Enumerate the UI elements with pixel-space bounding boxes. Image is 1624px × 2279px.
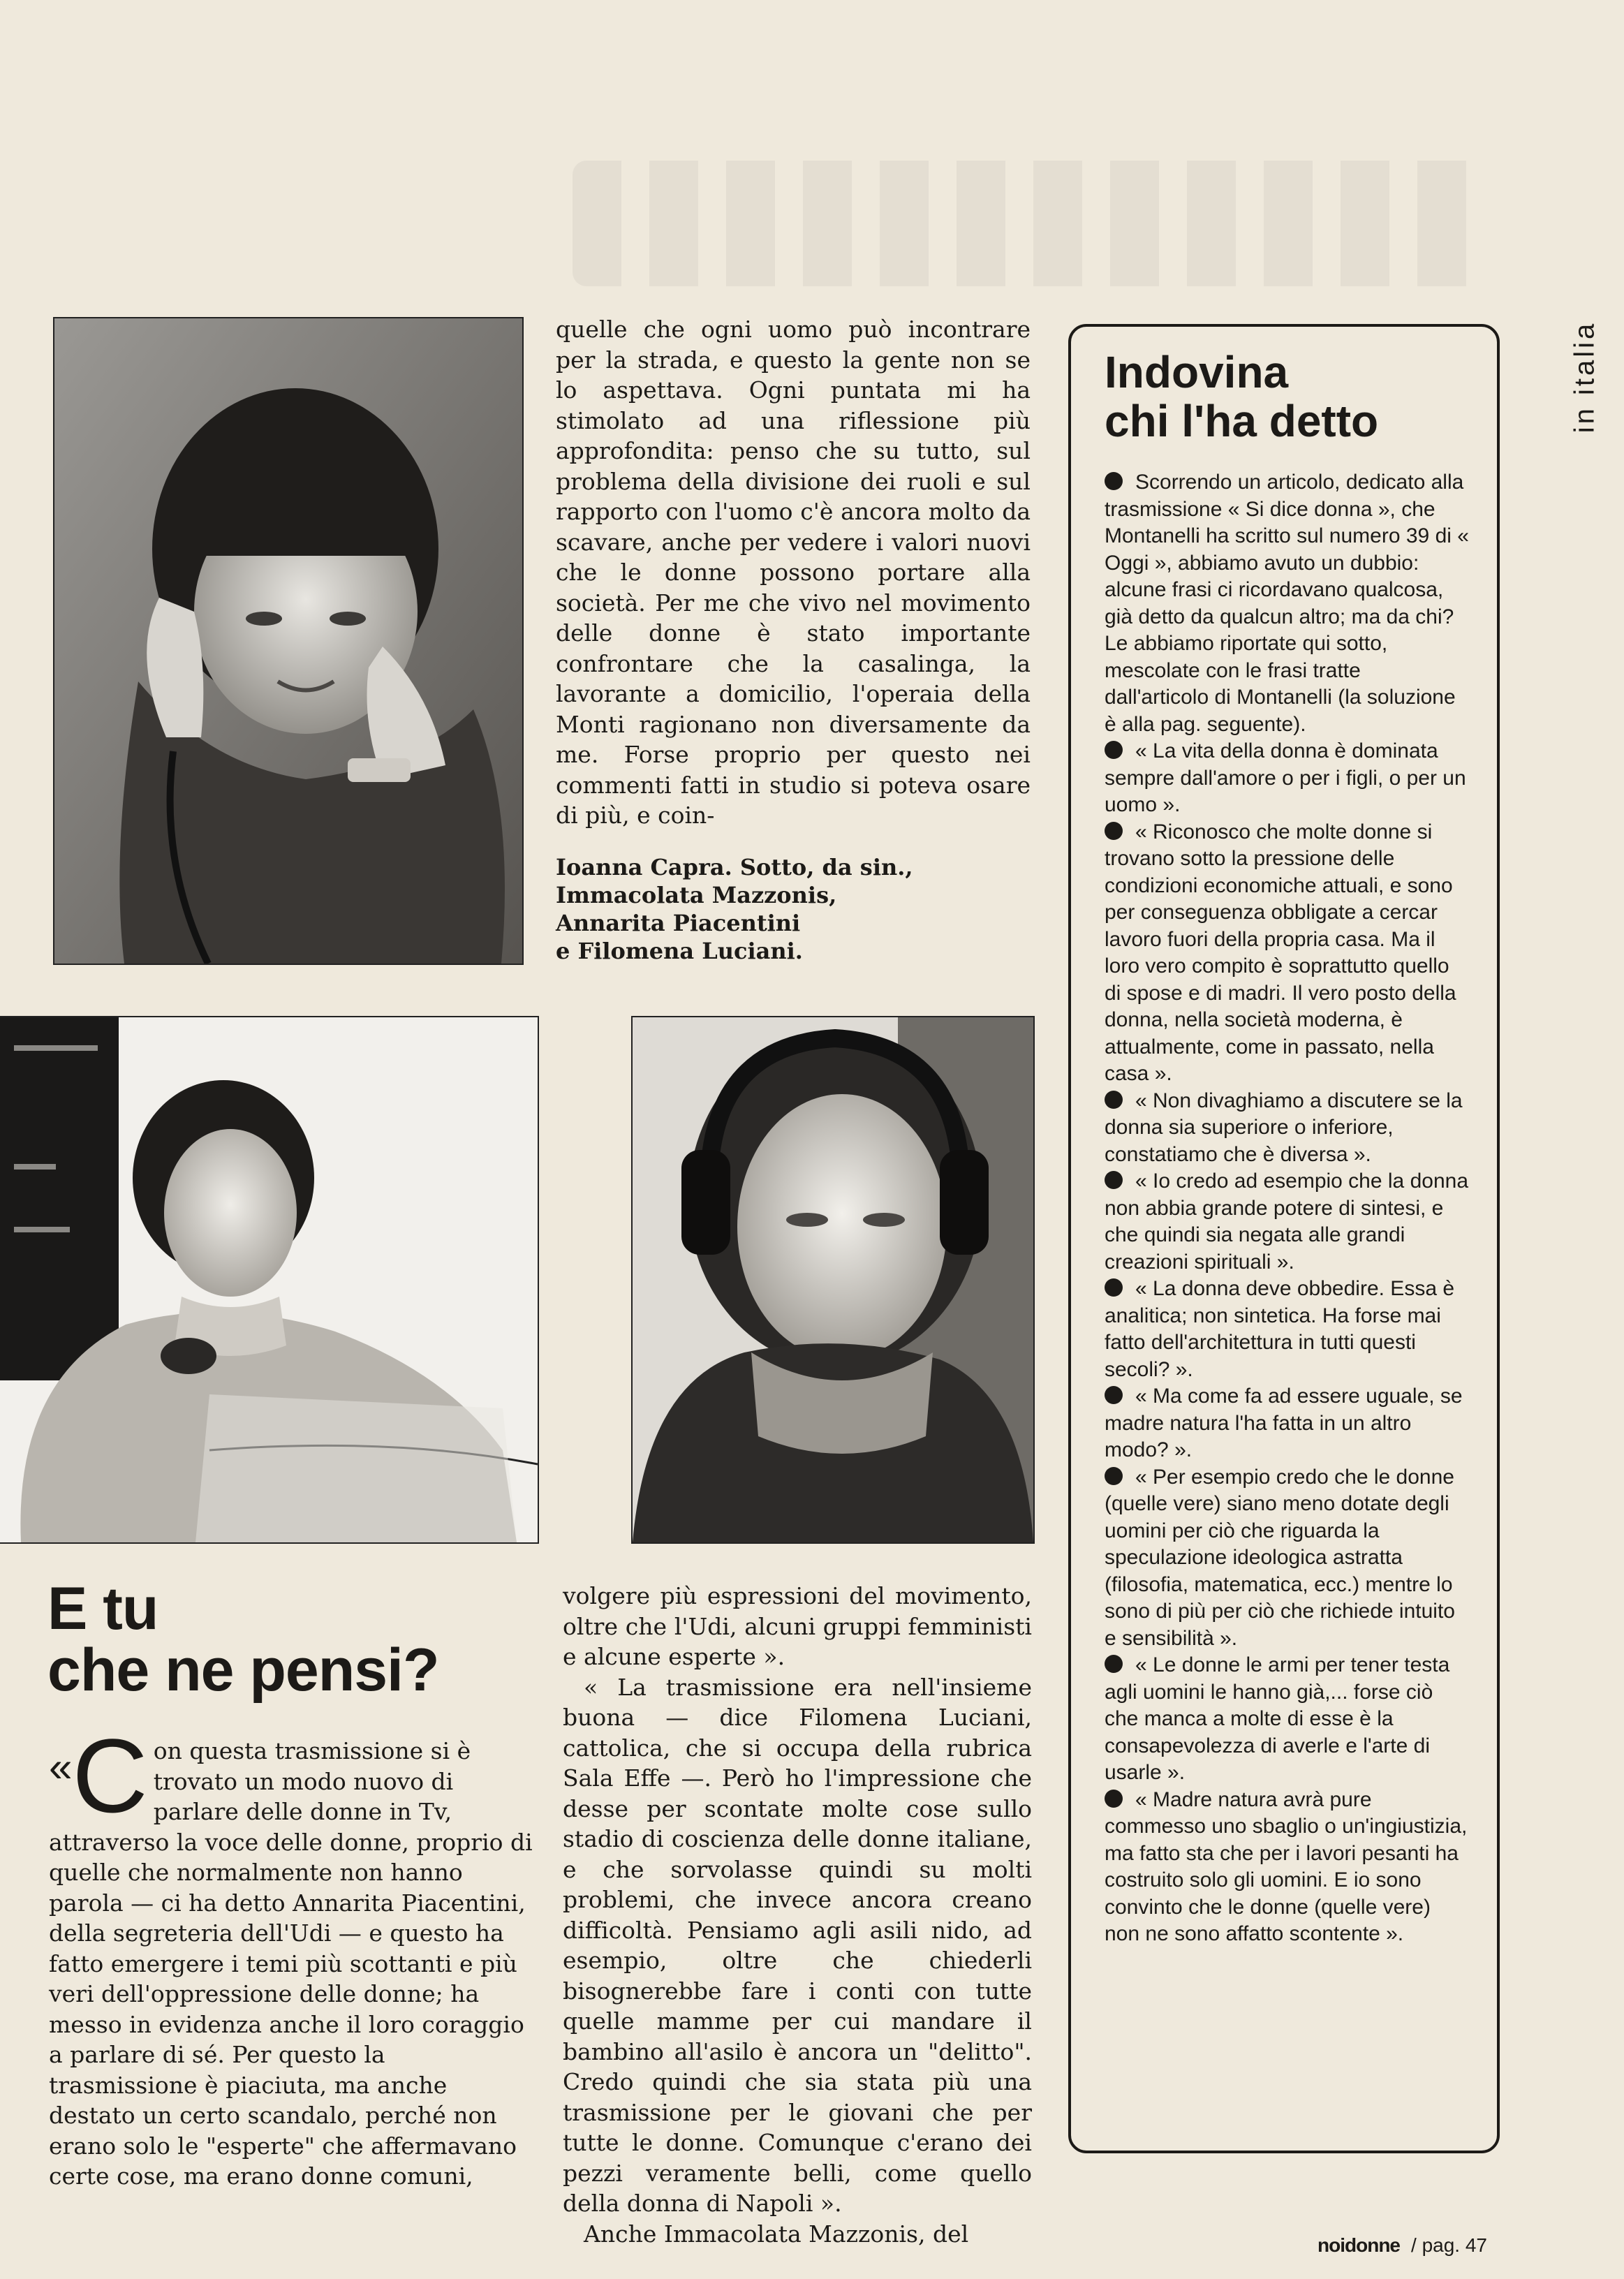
sidebar-quote: « Madre natura avrà pure commesso uno sbaglio o un'ingiustizia, ma fatto sta che per i lavori pesanti ha costruito solo gli uomini. E io sono convinto che le donne (quelle vere) non ne sono affatto scontente ». <box>1105 1787 1468 1945</box>
bullet-icon <box>1105 1091 1123 1109</box>
sidebar-title: Indovina chi l'ha detto <box>1105 347 1379 446</box>
woman-on-phone-photo <box>53 317 524 965</box>
bullet-icon <box>1105 822 1123 840</box>
article-column-2 <box>563 1581 1032 2249</box>
drop-cap: C <box>72 1717 148 1834</box>
drop-cap-quote: « <box>49 1743 73 1790</box>
sidebar-quote: « Non divaghiamo a discutere se la donna sia superiore o inferiore, constatiamo che è diversa ». <box>1105 1089 1463 1166</box>
bullet-icon <box>1105 741 1123 759</box>
bullet-icon <box>1105 1386 1123 1404</box>
article-column-2-p3: Anche Immacolata Mazzonis, del <box>584 2220 969 2248</box>
woman-with-headphones-photo <box>631 1016 1035 1544</box>
bullet-icon <box>1105 1278 1123 1297</box>
page-number: / pag. 47 <box>1411 2234 1487 2256</box>
sidebar-quote: « Riconosco che molte donne si trovano sotto la pressione delle condizioni economiche attuali, e sono per conseguenza obbligate a cercar lavoro fuori della propria casa. Ma il loro vero compito è soprattutto quello di spose e di madri. Il vero posto della donna, nella società moderna, è attualmente, come in passato, nella casa ». <box>1105 820 1456 1085</box>
bleed-through-text <box>573 161 1480 286</box>
woman-with-badge-photo <box>0 1016 539 1544</box>
bullet-icon <box>1105 1790 1123 1808</box>
bullet-icon <box>1105 472 1123 490</box>
article-column-1-text: on questa trasmissione si è trovato un modo nuovo di parlare delle donne in Tv, attraverso la voce delle donne, proprio di quelle che normalmente non hanno parola — ci ha detto Annarita Piacentini, della segreteria dell'Udi — e questo ha fatto emergere i temi più scottanti e più veri dell'oppressione delle donne; ha messo in evidenza anche il loro coraggio a parlare di sé. Per questo la trasmissione è piaciuta, ma anche destato un certo scandalo, perché non erano solo le "esperte" che affermavano certe cose, ma erano donne comuni, <box>49 1737 533 2190</box>
bullet-icon <box>1105 1171 1123 1189</box>
article-headline: E tu che ne pensi? <box>47 1575 439 1704</box>
article-column-2-p1: volgere più espressioni del movimento, oltre che l'Udi, alcuni gruppi femministi e alcune esperte ». <box>563 1582 1032 1670</box>
sidebar-quote: « La vita della donna è dominata sempre dall'amore o per i figli, o per un uomo ». <box>1105 739 1466 816</box>
article-column-text: quelle che ogni uomo può incontrare per la strada, e questo la gente non se lo aspettava. Ogni puntata mi ha stimolato ad una riflessione più approfondita: penso che su tutto, sul problema della divisione dei ruoli e sul rapporto con l'uomo c'è ancora molto da scavare, anche per vedere i valori nuovi che le donne possono portare alla società. Per me che vivo nel movimento delle donne è stato importante confrontare che la casalinga, la lavorante a domicilio, l'operaia della Monti ragionano non diversamente da me. Forse proprio per questo nei commenti fatti in studio si poteva osare di più, e coin- <box>556 316 1031 829</box>
sidebar-intro: Scorrendo un articolo, dedicato alla trasmissione « Si dice donna », che Montanelli ha scritto sul numero 39 di « Oggi », abbiamo avuto un dubbio: alcune frasi ci ricordavano qualcosa, già detto da qualcun altro; ma da chi? Le abbiamo riportate qui sotto, mescolate con le frasi tratte dall'articolo di Montanelli (la soluzione è alla pag. seguente). <box>1105 471 1469 736</box>
section-label: in italia <box>1569 320 1600 434</box>
photo-caption: Ioanna Capra. Sotto, da sin., Immacolata Mazzonis, Annarita Piacentini e Filomena Luciani. <box>556 854 913 964</box>
quote-sidebar-box <box>1068 324 1500 2153</box>
bullet-icon <box>1105 1655 1123 1673</box>
bullet-icon <box>1105 1467 1123 1485</box>
page-footer <box>1317 2234 1487 2257</box>
article-column-1 <box>49 1717 538 2192</box>
sidebar-quote: « La donna deve obbedire. Essa è analitica; non sintetica. Ha forse mai fatto dell'architettura in tutti questi secoli? ». <box>1105 1277 1455 1381</box>
sidebar-quote: « Io credo ad esempio che la donna non abbia grande potere di sintesi, e che quindi sia negata alle grandi creazioni spirituali ». <box>1105 1170 1468 1274</box>
sidebar-quote: « Ma come fa ad essere uguale, se madre natura l'ha fatta in un altro modo? ». <box>1105 1385 1463 1461</box>
sidebar-quote: « Le donne le armi per tener testa agli uomini le hanno già,... forse ciò che manca a molte di esse è la consapevolezza di averle e l'arte di usarle ». <box>1105 1653 1450 1784</box>
sidebar-quote: « Per esempio credo che le donne (quelle vere) siano meno dotate degli uomini per ciò che riguarda la speculazione ideologica astratta (filosofia, matematica, ecc.) mentre lo sono di più per ciò che richiede intuito e sensibilità ». <box>1105 1465 1455 1650</box>
article-column-2-p2: « La trasmissione era nell'insieme buona — dice Filomena Luciani, cattolica, che si occupa della rubrica Sala Effe —. Però ho l'impressione che desse per scontate molte cose sullo stadio di coscienza delle donne italiane, e che sorvolasse quindi su molti problemi, che invece ancora creano difficoltà. Pensiamo agli asili nido, ad esempio, oltre che chiederli bisognerebbe fare i conti con tutte quelle mamme per cui mandare il bambino all'asilo è ancora un "delitto". Credo quindi che sia stata più una trasmissione per le giovani che per tutte le donne. Comunque c'erano dei pezzi veramente belli, come quello della donna di Napoli ». <box>563 1673 1032 2217</box>
magazine-brand: noidonne <box>1317 2234 1401 2256</box>
